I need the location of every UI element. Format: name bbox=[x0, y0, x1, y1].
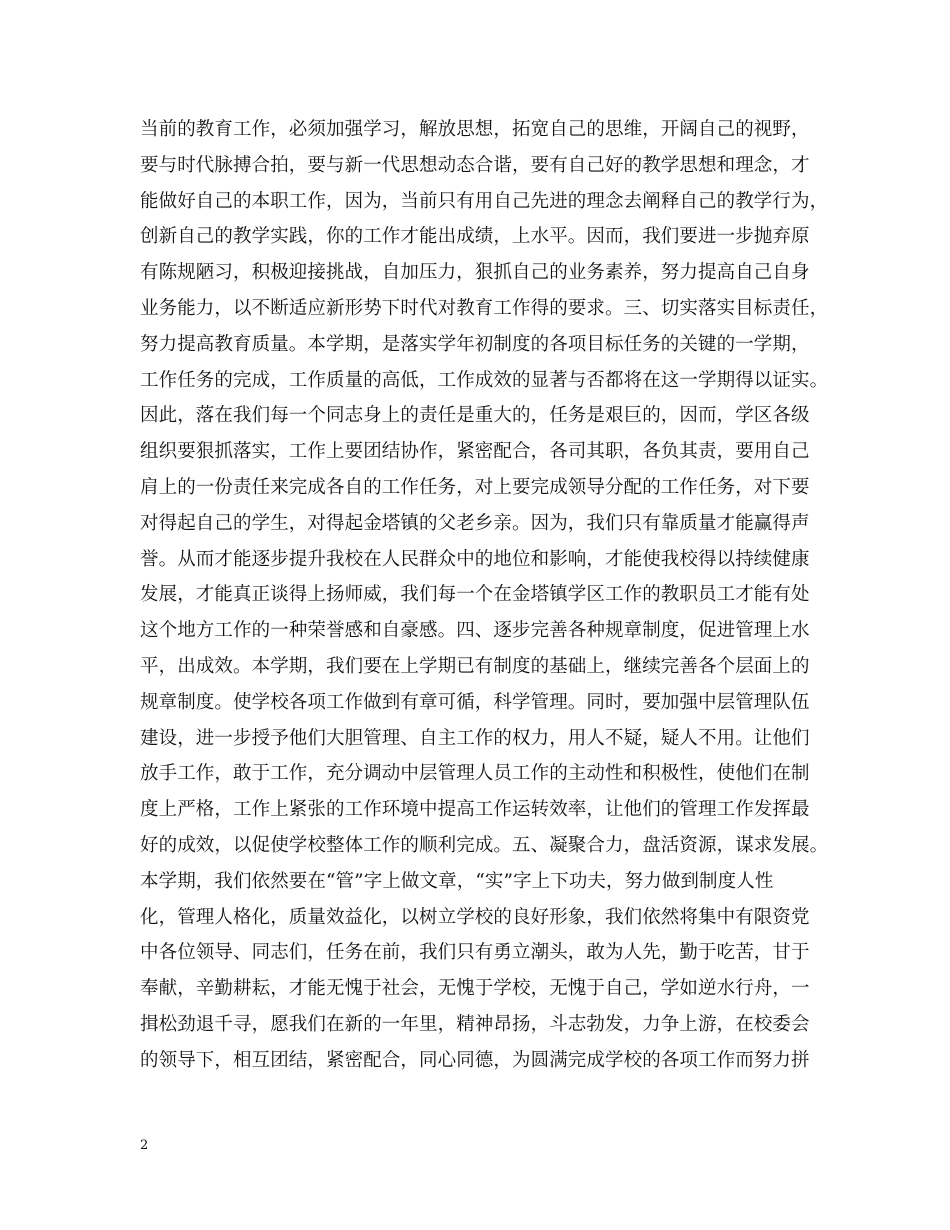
text-line: 能做好自己的本职工作，因为，当前只有用自己先进的理念去阐释自己的教学行为， bbox=[140, 190, 829, 212]
text-line: 的领导下，相互团结，紧密配合，同心同德，为圆满完成学校的各项工作而努力拼 bbox=[140, 1049, 810, 1071]
text-line: 当前的教育工作，必须加强学习，解放思想，拓宽自己的思维，开阔自己的视野， bbox=[140, 119, 810, 140]
text-line: 好的成效，以促使学校整体工作的顺利完成。五、凝聚合力，盘活资源，谋求发展。 bbox=[140, 834, 829, 856]
text-line: 规章制度。使学校各项工作做到有章可循，科学管理。同时，要加强中层管理队伍 bbox=[140, 691, 810, 713]
text-line: 组织要狠抓落实，工作上要团结协作，紧密配合，各司其职，各负其责，要用自己 bbox=[140, 441, 810, 463]
text-line: 因此，落在我们每一个同志身上的责任是重大的，任务是艰巨的，因而，学区各级 bbox=[140, 405, 810, 427]
text-line: 肩上的一份责任来完成各自的工作任务，对上要完成领导分配的工作任务，对下要 bbox=[140, 476, 810, 498]
text-line: 业务能力，以不断适应新形势下时代对教育工作得的要求。三、切实落实目标责任， bbox=[140, 297, 829, 319]
text-line: 建设，进一步授予他们大胆管理、自主工作的权力，用人不疑，疑人不用。让他们 bbox=[140, 727, 810, 749]
text-line: 努力提高教育质量。本学期，是落实学年初制度的各项目标任务的关键的一学期， bbox=[140, 333, 810, 355]
body-text bbox=[140, 112, 840, 1079]
text-line: 度上严格，工作上紧张的工作环境中提高工作运转效率，让他们的管理工作发挥最 bbox=[140, 799, 810, 821]
text-line: 化，管理人格化，质量效益化，以树立学校的良好形象，我们依然将集中有限资党 bbox=[140, 906, 810, 928]
text-line: 揖松劲退千寻，愿我们在新的一年里，精神昂扬，斗志勃发，力争上游，在校委会 bbox=[140, 1013, 810, 1035]
text-line: 要与时代脉搏合拍，要与新一代思想动态合谐，要有自己好的教学思想和理念，才 bbox=[140, 154, 810, 176]
text-line: 平，出成效。本学期，我们要在上学期已有制度的基础上，继续完善各个层面上的 bbox=[140, 655, 810, 677]
text-line: 中各位领导、同志们，任务在前，我们只有勇立潮头，敢为人先，勤于吃苦，甘于 bbox=[140, 942, 810, 964]
text-line: 有陈规陋习，积极迎接挑战，自加压力，狠抓自己的业务素养，努力提高自己自身 bbox=[140, 262, 810, 284]
text-line: 创新自己的教学实践，你的工作才能出成绩，上水平。因而，我们要进一步抛弃原 bbox=[140, 226, 810, 248]
text-line: 放手工作，敢于工作，充分调动中层管理人员工作的主动性和积极性，使他们在制 bbox=[140, 763, 810, 785]
text-line: 奉献，辛勤耕耘，才能无愧于社会，无愧于学校，无愧于自己，学如逆水行舟，一 bbox=[140, 978, 810, 1000]
text-line: 誉。从而才能逐步提升我校在人民群众中的地位和影响，才能使我校得以持续健康 bbox=[140, 548, 810, 570]
text-line: 发展，才能真正谈得上扬师威，我们每一个在金塔镇学区工作的教职员工才能有处 bbox=[140, 584, 810, 606]
text-line: 对得起自己的学生，对得起金塔镇的父老乡亲。因为，我们只有靠质量才能赢得声 bbox=[140, 512, 810, 534]
text-line: 本学期，我们依然要在“管”字上做文章，“实”字上下功夫，努力做到制度人性 bbox=[140, 870, 774, 892]
text-line: 工作任务的完成，工作质量的高低，工作成效的显著与否都将在这一学期得以证实。 bbox=[140, 369, 829, 391]
text-line: 这个地方工作的一种荣誉感和自豪感。四、逐步完善各种规章制度，促进管理上水 bbox=[140, 620, 810, 642]
page-number: 2 bbox=[140, 1138, 149, 1153]
